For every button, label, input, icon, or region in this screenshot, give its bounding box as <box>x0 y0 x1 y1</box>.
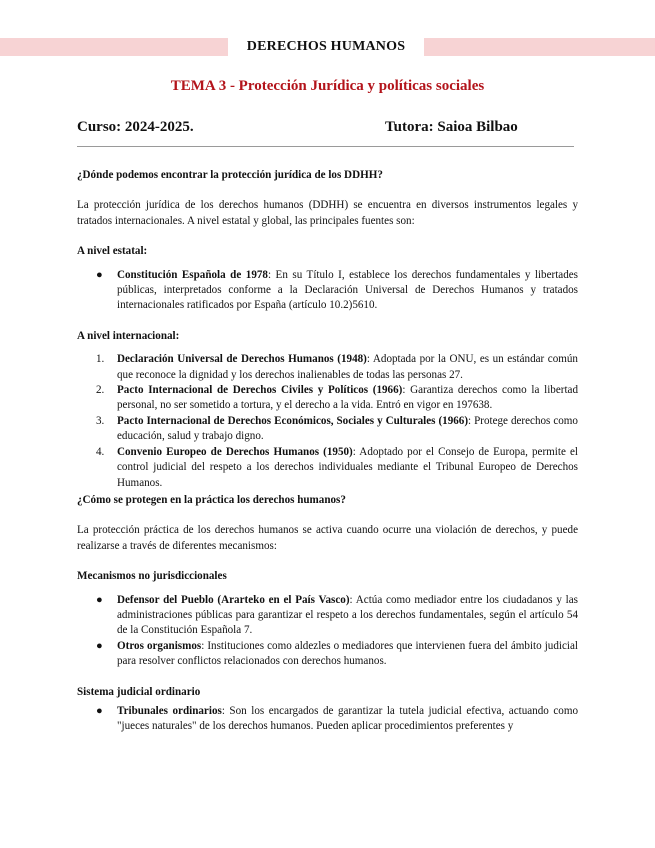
intro-paragraph: La protección jurídica de los derechos humanos (DDHH) se encuentra en diversos instrumentos legales y tratados internacionales. A nivel estatal y global, las principales fuentes son: <box>77 199 578 227</box>
title-band-right <box>424 38 655 56</box>
practica-paragraph: La protección práctica de los derechos humanos se activa cuando ocurre una violación de derechos, y puede realizarse a través de diferentes mecanismos: <box>77 524 578 552</box>
item-text: : Garantiza derechos como la libertad personal, no ser sometido a tortura, y el derecho a la vida. Entró en vigor en 197638. <box>117 384 578 412</box>
item-number: 4. <box>96 445 105 458</box>
no-juris-list <box>77 593 578 670</box>
document-title: DERECHOS HUMANOS <box>246 39 406 54</box>
internacional-list <box>77 352 578 491</box>
header-divider <box>77 146 574 147</box>
item-title: Declaración Universal de Derechos Humanos (1948) <box>117 353 367 366</box>
list-item <box>77 593 578 639</box>
bullet-icon: ● <box>96 704 103 717</box>
item-title: Pacto Internacional de Derechos Civiles y Políticos (1966) <box>117 384 403 397</box>
title-band <box>0 38 655 56</box>
item-text: : En su Título I, establece los derechos fundamentales y libertades públicas, interpretados conforme a la Declaración Universal de Derechos Humanos y tratados internacionales ratificados por España (artículo 10.2)5610. <box>117 268 578 312</box>
item-number: 1. <box>96 353 105 366</box>
item-title: Tribunales ordinarios <box>117 704 222 717</box>
section-heading-no-jurisdiccionales: Mecanismos no jurisdiccionales <box>77 570 227 583</box>
list-item <box>77 639 578 670</box>
bullet-icon: ● <box>96 639 103 652</box>
bullet-icon: ● <box>96 268 103 281</box>
item-title: Pacto Internacional de Derechos Económicos, Sociales y Culturales (1966) <box>117 414 469 427</box>
list-item <box>77 445 578 491</box>
item-title: Otros organismos <box>117 639 202 652</box>
question-heading-2: ¿Cómo se protegen en la práctica los derechos humanos? <box>77 493 346 506</box>
judicial-list <box>77 704 578 735</box>
topic-title: TEMA 3 - Protección Jurídica y políticas sociales <box>170 78 485 94</box>
section-heading-judicial: Sistema judicial ordinario <box>77 685 201 698</box>
document-body <box>77 168 578 735</box>
item-title: Convenio Europeo de Derechos Humanos (1950) <box>117 445 353 458</box>
item-text: : Actúa como mediador entre los ciudadanos y las administraciones públicas para garantizar el respeto a los derechos fundamentales, según el artículo 54 de la Constitución Española 7. <box>117 593 578 637</box>
estatal-list <box>77 268 578 314</box>
list-item <box>77 352 578 383</box>
item-number: 2. <box>96 384 105 397</box>
item-number: 3. <box>96 414 105 427</box>
list-item <box>77 268 578 314</box>
list-item <box>77 704 578 735</box>
list-item <box>77 383 578 414</box>
title-band-left <box>0 38 228 56</box>
item-text: : Adoptado por el Consejo de Europa, permite el control judicial del respeto a los derechos individuales mediante el Tribunal Europeo de Derechos Humanos. <box>117 445 578 489</box>
item-text: : Adoptada por la ONU, es un estándar común que reconoce la dignidad y los derechos inalienables de todas las personas 27. <box>117 353 578 381</box>
item-title: Constitución Española de 1978 <box>117 268 268 281</box>
item-text: : Son los encargados de garantizar la tutela judicial efectiva, actuando como "jueces naturales" de los derechos humanos. Pueden aplicar procedimientos preferentes y <box>117 704 578 733</box>
section-heading-internacional: A nivel internacional: <box>77 329 180 342</box>
item-text: : Instituciones como aldezles o mediadores que intervienen fuera del ámbito judicial para resolver conflictos relacionados con derechos humanos. <box>117 639 578 668</box>
list-item <box>77 414 578 445</box>
section-heading-estatal: A nivel estatal: <box>77 245 148 258</box>
question-heading-1: ¿Dónde podemos encontrar la protección jurídica de los DDHH? <box>77 169 383 181</box>
item-title: Defensor del Pueblo (Ararteko en el País Vasco) <box>117 593 350 606</box>
course-label: Curso: 2024-2025. <box>77 119 194 135</box>
item-text: : Protege derechos como educación, salud y trabajo digno. <box>117 414 578 443</box>
bullet-icon: ● <box>96 593 103 606</box>
tutor-label: Tutora: Saioa Bilbao <box>385 119 518 135</box>
